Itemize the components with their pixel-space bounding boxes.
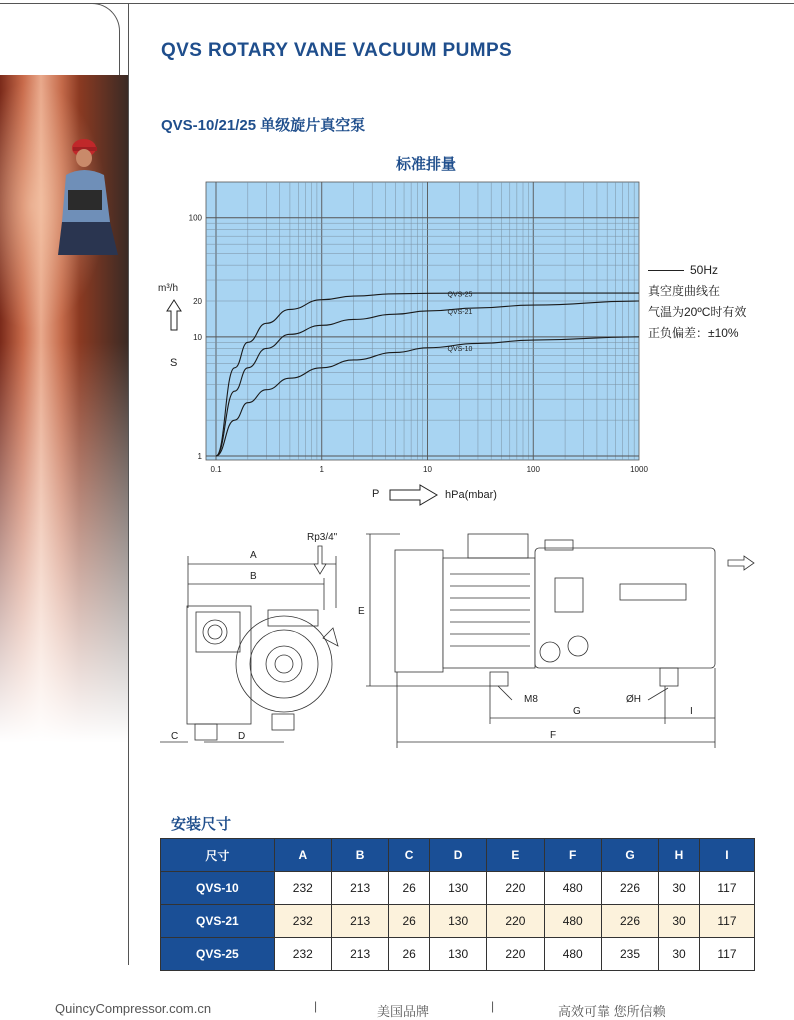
table-cell: 232 (274, 872, 331, 905)
dimensions-table (160, 838, 755, 971)
exhaust-arrow-icon (728, 556, 754, 570)
table-cell: 480 (544, 905, 601, 938)
table-cell: 213 (331, 938, 388, 971)
legend-line (648, 270, 684, 271)
table-cell: 30 (659, 938, 700, 971)
table-header-c: C (389, 839, 430, 872)
table-cell: 232 (274, 938, 331, 971)
side-foot-right (660, 668, 678, 686)
page-title: QVS ROTARY VANE VACUUM PUMPS (161, 40, 513, 61)
label-d: D (238, 731, 246, 742)
y-tick-label: 1 (197, 452, 202, 461)
x-tick-label: 100 (526, 465, 540, 474)
label-b: B (250, 571, 257, 582)
series-label-qvs-21: QVS-21 (447, 308, 473, 316)
terminal-box (468, 534, 528, 558)
table-cell: 220 (487, 905, 544, 938)
chart-legend (648, 260, 746, 344)
table-row (161, 872, 755, 905)
table-header-d: D (429, 839, 486, 872)
frame-top-rule (0, 3, 794, 4)
legend-frequency-label: 50Hz (690, 263, 719, 277)
pump-body-end-plate (187, 606, 251, 724)
label-port: Rp3/4" (307, 532, 338, 543)
legend-frequency (648, 260, 746, 281)
table-cell: 117 (699, 905, 754, 938)
table-cell: 30 (659, 872, 700, 905)
table-row (161, 938, 755, 971)
table-cell: 480 (544, 872, 601, 905)
table-header-f: F (544, 839, 601, 872)
footer-site: QuincyCompressor.com.cn (55, 1001, 212, 1016)
table-cell: 130 (429, 938, 486, 971)
y-axis-unit: m³/h (158, 283, 178, 294)
fan-hub (266, 646, 302, 682)
table-cell: 226 (601, 905, 658, 938)
footer-slogan: 高效可靠 您所信赖 (558, 1004, 666, 1019)
table-cell: 226 (601, 872, 658, 905)
x-axis-arrow-icon (390, 485, 437, 505)
table-header-row (161, 839, 755, 872)
frame-vertical-rule (128, 3, 129, 965)
foot-right (272, 714, 294, 730)
footer-brand: 美国品牌 (377, 1004, 430, 1019)
table-header-i: I (699, 839, 754, 872)
table-header-b: B (331, 839, 388, 872)
table-row-model: QVS-21 (161, 905, 275, 938)
x-tick-label: 1000 (630, 465, 648, 474)
legend-note-2: 气温为20ºC时有效 (648, 305, 747, 319)
table-body (161, 872, 755, 971)
table-cell: 117 (699, 938, 754, 971)
y-axis-arrow-icon (167, 300, 181, 330)
y-tick-label: 10 (193, 332, 202, 342)
motor-body (443, 558, 535, 668)
label-i: I (690, 706, 693, 717)
displacement-chart (150, 170, 670, 510)
port-arrow-icon (314, 546, 326, 574)
foot-left (195, 724, 217, 740)
table-cell: 220 (487, 872, 544, 905)
legend-note-3: 正负偏差：±10% (648, 326, 739, 340)
table-header-label: 尺寸 (161, 839, 275, 872)
footer-separator-2: | (491, 999, 495, 1013)
series-label-qvs-10: QVS-10 (447, 345, 473, 353)
table-row (161, 905, 755, 938)
pump-side-view (395, 534, 754, 686)
label-a: A (250, 550, 257, 561)
table-cell: 480 (544, 938, 601, 971)
footer-separator-1: | (314, 999, 318, 1013)
table-cell: 232 (274, 905, 331, 938)
table-cell: 30 (659, 905, 700, 938)
table-header-a: A (274, 839, 331, 872)
y-tick-label: 100 (188, 213, 202, 223)
label-e: E (358, 606, 365, 617)
pump-dimension-drawing (160, 528, 794, 750)
chart-title: 标准排量 (396, 156, 457, 173)
y-tick-label: 20 (193, 297, 202, 307)
table-header-h: H (659, 839, 700, 872)
table-cell: 235 (601, 938, 658, 971)
table-cell: 213 (331, 872, 388, 905)
side-foot-left (490, 672, 508, 686)
table-cell: 117 (699, 872, 754, 905)
label-h: ØH (626, 694, 641, 705)
x-tick-label: 1 (319, 465, 324, 474)
frame-corner (0, 3, 120, 75)
pump-end-view (187, 606, 338, 740)
leader-m8 (498, 686, 512, 700)
x-axis-symbol: P (372, 488, 380, 500)
x-tick-label: 0.1 (210, 465, 222, 474)
label-g: G (573, 706, 581, 717)
table-cell: 130 (429, 872, 486, 905)
inlet-nozzle (323, 628, 338, 646)
table-title: 安装尺寸 (171, 816, 232, 833)
table-cell: 213 (331, 905, 388, 938)
table-header-e: E (487, 839, 544, 872)
table-header-g: G (601, 839, 658, 872)
y-axis-symbol: S (170, 357, 178, 369)
motor-end-cap (395, 550, 443, 672)
x-axis-unit: hPa(mbar) (445, 489, 497, 501)
worker-figure-image (58, 130, 128, 260)
series-label-qvs-25: QVS-25 (447, 291, 473, 299)
table-cell: 26 (389, 872, 430, 905)
fan-shaft (275, 655, 293, 673)
pump-housing (535, 548, 715, 668)
label-f: F (550, 730, 557, 741)
section-title: QVS-10/21/25 单级旋片真空泵 (161, 117, 366, 134)
table-row-model: QVS-25 (161, 938, 275, 971)
label-c: C (171, 731, 179, 742)
fan-ring (250, 630, 318, 698)
table-cell: 130 (429, 905, 486, 938)
x-tick-label: 10 (423, 465, 432, 474)
table-cell: 26 (389, 905, 430, 938)
table-cell: 26 (389, 938, 430, 971)
table-cell: 220 (487, 938, 544, 971)
label-m8: M8 (524, 694, 538, 705)
table-row-model: QVS-10 (161, 872, 275, 905)
legend-note-1: 真空度曲线在 (648, 284, 721, 298)
